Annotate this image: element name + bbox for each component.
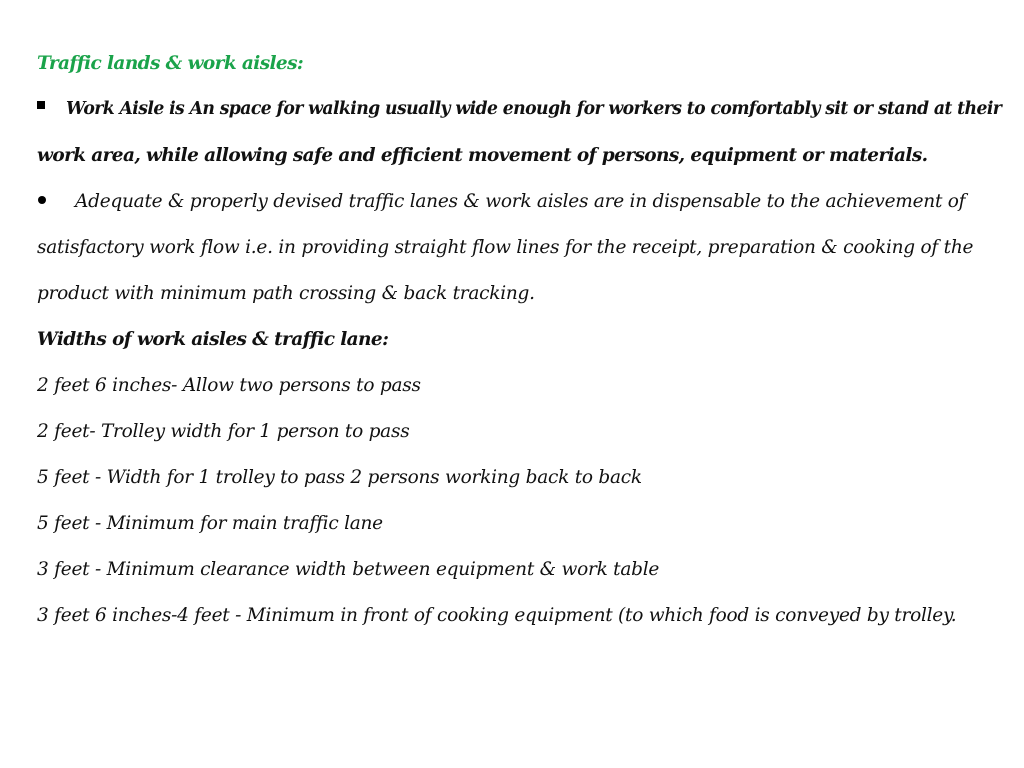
width-item: 3 feet 6 inches-4 feet - Minimum in front of cooking equipment (to which food is conveyed by trolley.: [37, 605, 957, 626]
widths-heading: Widths of work aisles & traffic lane:: [37, 329, 389, 350]
width-item: 2 feet 6 inches- Allow two persons to pass: [37, 375, 421, 396]
bullet1-line2: work area, while allowing safe and efficient movement of persons, equipment or materials.: [37, 145, 928, 166]
width-item: 5 feet - Width for 1 trolley to pass 2 persons working back to back: [37, 467, 642, 488]
width-item: 2 feet- Trolley width for 1 person to pass: [37, 421, 410, 442]
width-item: 3 feet - Minimum clearance width between equipment & work table: [37, 559, 660, 580]
section-heading: Traffic lands & work aisles:: [37, 53, 304, 74]
width-item: 5 feet - Minimum for main traffic lane: [37, 513, 383, 534]
bullet2-line2: satisfactory work flow i.e. in providing straight flow lines for the receipt, preparation & cooking of the: [37, 237, 974, 258]
round-bullet-icon: [38, 196, 46, 204]
bullet1-line1: Work Aisle is An space for walking usually wide enough for workers to comfortably sit or stand at their: [66, 99, 1002, 119]
bullet2-line1: Adequate & properly devised traffic lanes & work aisles are in dispensable to the achievement of: [75, 191, 966, 212]
square-bullet-icon: [37, 101, 45, 109]
bullet2-line3: product with minimum path crossing & back tracking.: [37, 283, 535, 304]
